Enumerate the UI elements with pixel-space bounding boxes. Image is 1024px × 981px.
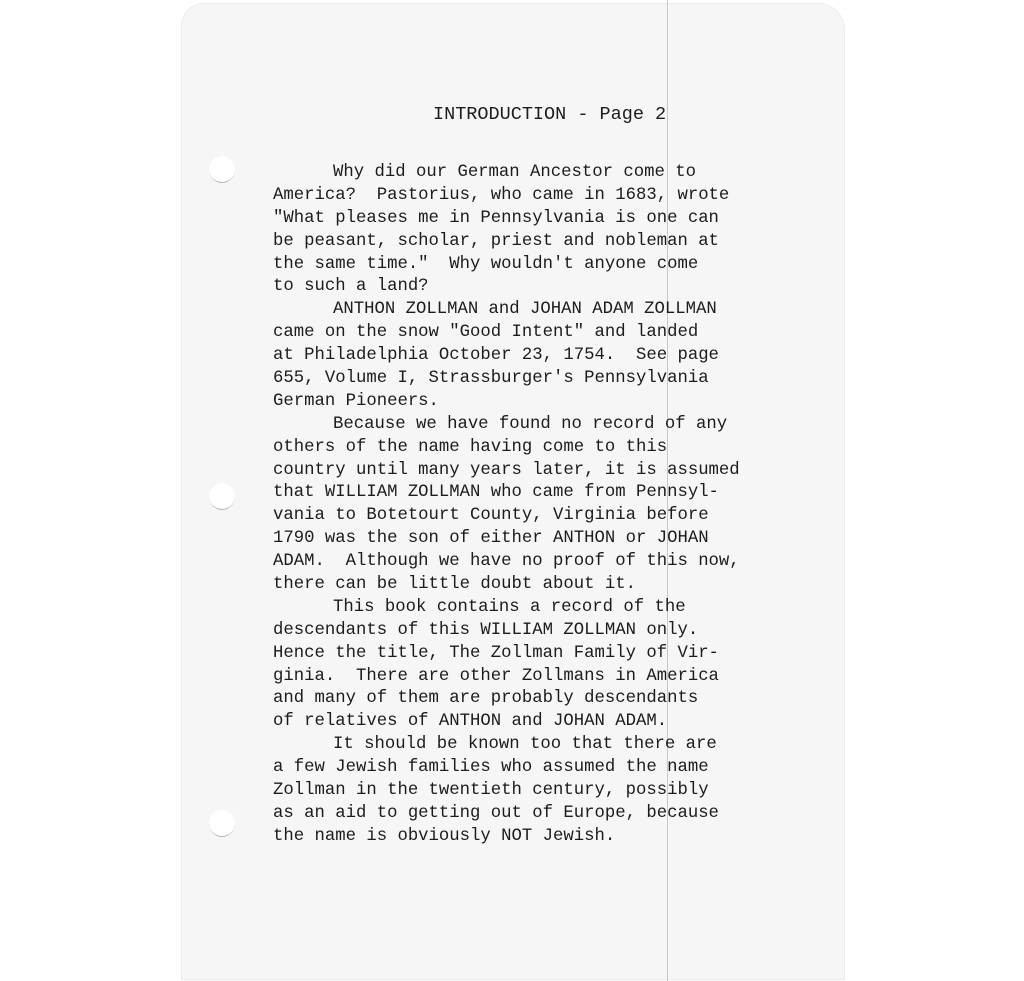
text-line: as an aid to getting out of Europe, because: [273, 803, 719, 823]
text-line: a few Jewish families who assumed the name: [273, 758, 709, 778]
text-line: ginia. There are other Zollmans in America: [273, 666, 719, 686]
text-line: 655, Volume I, Strassburger's Pennsylvania: [273, 369, 709, 389]
text-line: Because we have found no record of any: [333, 414, 728, 434]
text-line: Hence the title, The Zollman Family of Vir-: [273, 643, 719, 663]
body-text: [273, 162, 833, 849]
text-line: came on the snow "Good Intent" and landed: [273, 323, 699, 343]
text-line: ADAM. Although we have no proof of this now,: [273, 552, 740, 572]
text-line: the name is obviously NOT Jewish.: [273, 826, 616, 846]
text-line: German Pioneers.: [273, 391, 439, 411]
text-line: be peasant, scholar, priest and nobleman at: [273, 231, 719, 251]
page-title: INTRODUCTION - Page 2: [433, 104, 667, 125]
text-line: there can be little doubt about it.: [273, 575, 636, 595]
punch-hole: [209, 156, 235, 183]
text-line: country until many years later, it is assumed: [273, 460, 740, 480]
text-line: the same time." Why wouldn't anyone come: [273, 254, 699, 274]
text-line: It should be known too that there are: [333, 735, 717, 755]
text-line: others of the name having come to this: [273, 437, 668, 457]
text-line: 1790 was the son of either ANTHON or JOHAN: [273, 529, 709, 549]
text-line: at Philadelphia October 23, 1754. See page: [273, 346, 719, 366]
punch-hole: [209, 810, 235, 837]
text-line: ANTHON ZOLLMAN and JOHAN ADAM ZOLLMAN: [333, 300, 717, 320]
text-line: to such a land?: [273, 277, 429, 297]
text-line: America? Pastorius, who came in 1683, wrote: [273, 185, 730, 205]
text-line: descendants of this WILLIAM ZOLLMAN only.: [273, 620, 699, 640]
text-line: This book contains a record of the: [333, 597, 686, 617]
text-line: Why did our German Ancestor come to: [333, 163, 696, 182]
text-line: that WILLIAM ZOLLMAN who came from Pennsyl-: [273, 483, 719, 503]
punch-hole: [209, 483, 235, 510]
text-line: Zollman in the twentieth century, possibly: [273, 781, 709, 801]
text-line: of relatives of ANTHON and JOHAN ADAM.: [273, 712, 668, 732]
text-line: "What pleases me in Pennsylvania is one can: [273, 208, 719, 228]
text-line: vania to Botetourt County, Virginia before: [273, 506, 709, 526]
text-line: and many of them are probably descendants: [273, 689, 699, 709]
